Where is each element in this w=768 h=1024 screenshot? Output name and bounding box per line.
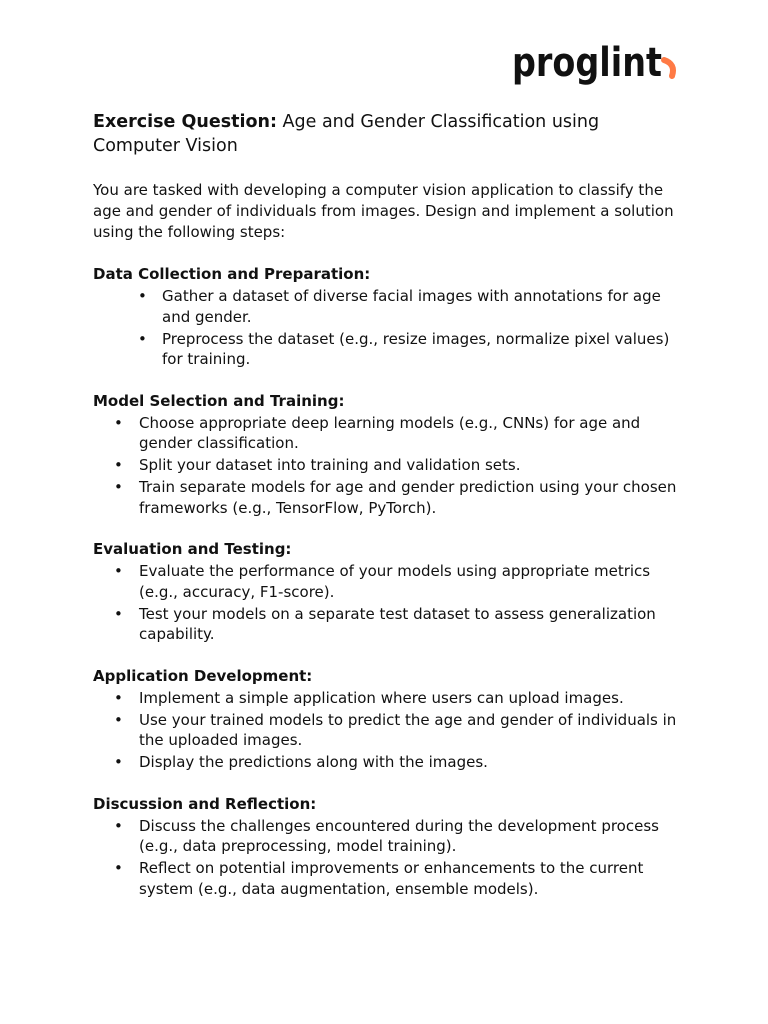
list-item: • Choose appropriate deep learning models (e.g., CNNs) for age and gender classification.	[93, 413, 683, 454]
section-heading: Application Development:	[93, 666, 313, 685]
title-prefix: Exercise Question:	[93, 112, 277, 132]
list-item: • Reflect on potential improvements or enhancements to the current system (e.g., data augmentation, ensemble models).	[93, 858, 683, 899]
list-item: • Implement a simple application where users can upload images.	[93, 688, 683, 709]
section-application	[93, 666, 683, 773]
list-item: • Train separate models for age and gender prediction using your chosen frameworks (e.g., TensorFlow, PyTorch).	[93, 477, 683, 518]
list-item: • Discuss the challenges encountered during the development process (e.g., data preprocessing, model training).	[93, 816, 683, 857]
section-model-selection	[93, 391, 683, 519]
bullet-list	[93, 413, 683, 519]
section-discussion	[93, 794, 683, 900]
proglint-logo	[512, 38, 680, 98]
list-item: • Display the predictions along with the images.	[93, 752, 683, 773]
section-data-collection	[93, 264, 683, 370]
list-item: • Gather a dataset of diverse facial images with annotations for age and gender.	[93, 286, 683, 327]
logo-accent-icon	[664, 60, 673, 76]
proglint-logo-graphic	[512, 38, 680, 98]
list-item: • Preprocess the dataset (e.g., resize images, normalize pixel values) for training.	[93, 329, 683, 370]
section-heading: Discussion and Reflection:	[93, 794, 317, 813]
document-body	[93, 110, 683, 901]
list-item: • Split your dataset into training and validation sets.	[93, 455, 683, 476]
intro-paragraph: You are tasked with developing a computer vision application to classify the age and gender of individuals from images. Design and implement a solution using the following steps:	[93, 181, 674, 241]
list-item: • Use your trained models to predict the age and gender of individuals in the uploaded images.	[93, 710, 683, 751]
section-heading: Data Collection and Preparation:	[93, 265, 371, 283]
section-heading: Model Selection and Training:	[93, 391, 345, 410]
bullet-list	[93, 286, 683, 370]
section-heading: Evaluation and Testing:	[93, 540, 292, 558]
svg-text:proglint: proglint	[512, 40, 662, 86]
bullet-list	[93, 561, 683, 645]
bullet-list	[93, 688, 683, 773]
list-item: • Test your models on a separate test dataset to assess generalization capability.	[93, 604, 683, 645]
bullet-list	[93, 816, 683, 900]
section-evaluation	[93, 539, 683, 645]
title-text: Age and Gender Classification using Computer Vision	[93, 112, 600, 156]
list-item: • Evaluate the performance of your models using appropriate metrics (e.g., accuracy, F1-score).	[93, 561, 683, 602]
page-title	[93, 110, 683, 158]
